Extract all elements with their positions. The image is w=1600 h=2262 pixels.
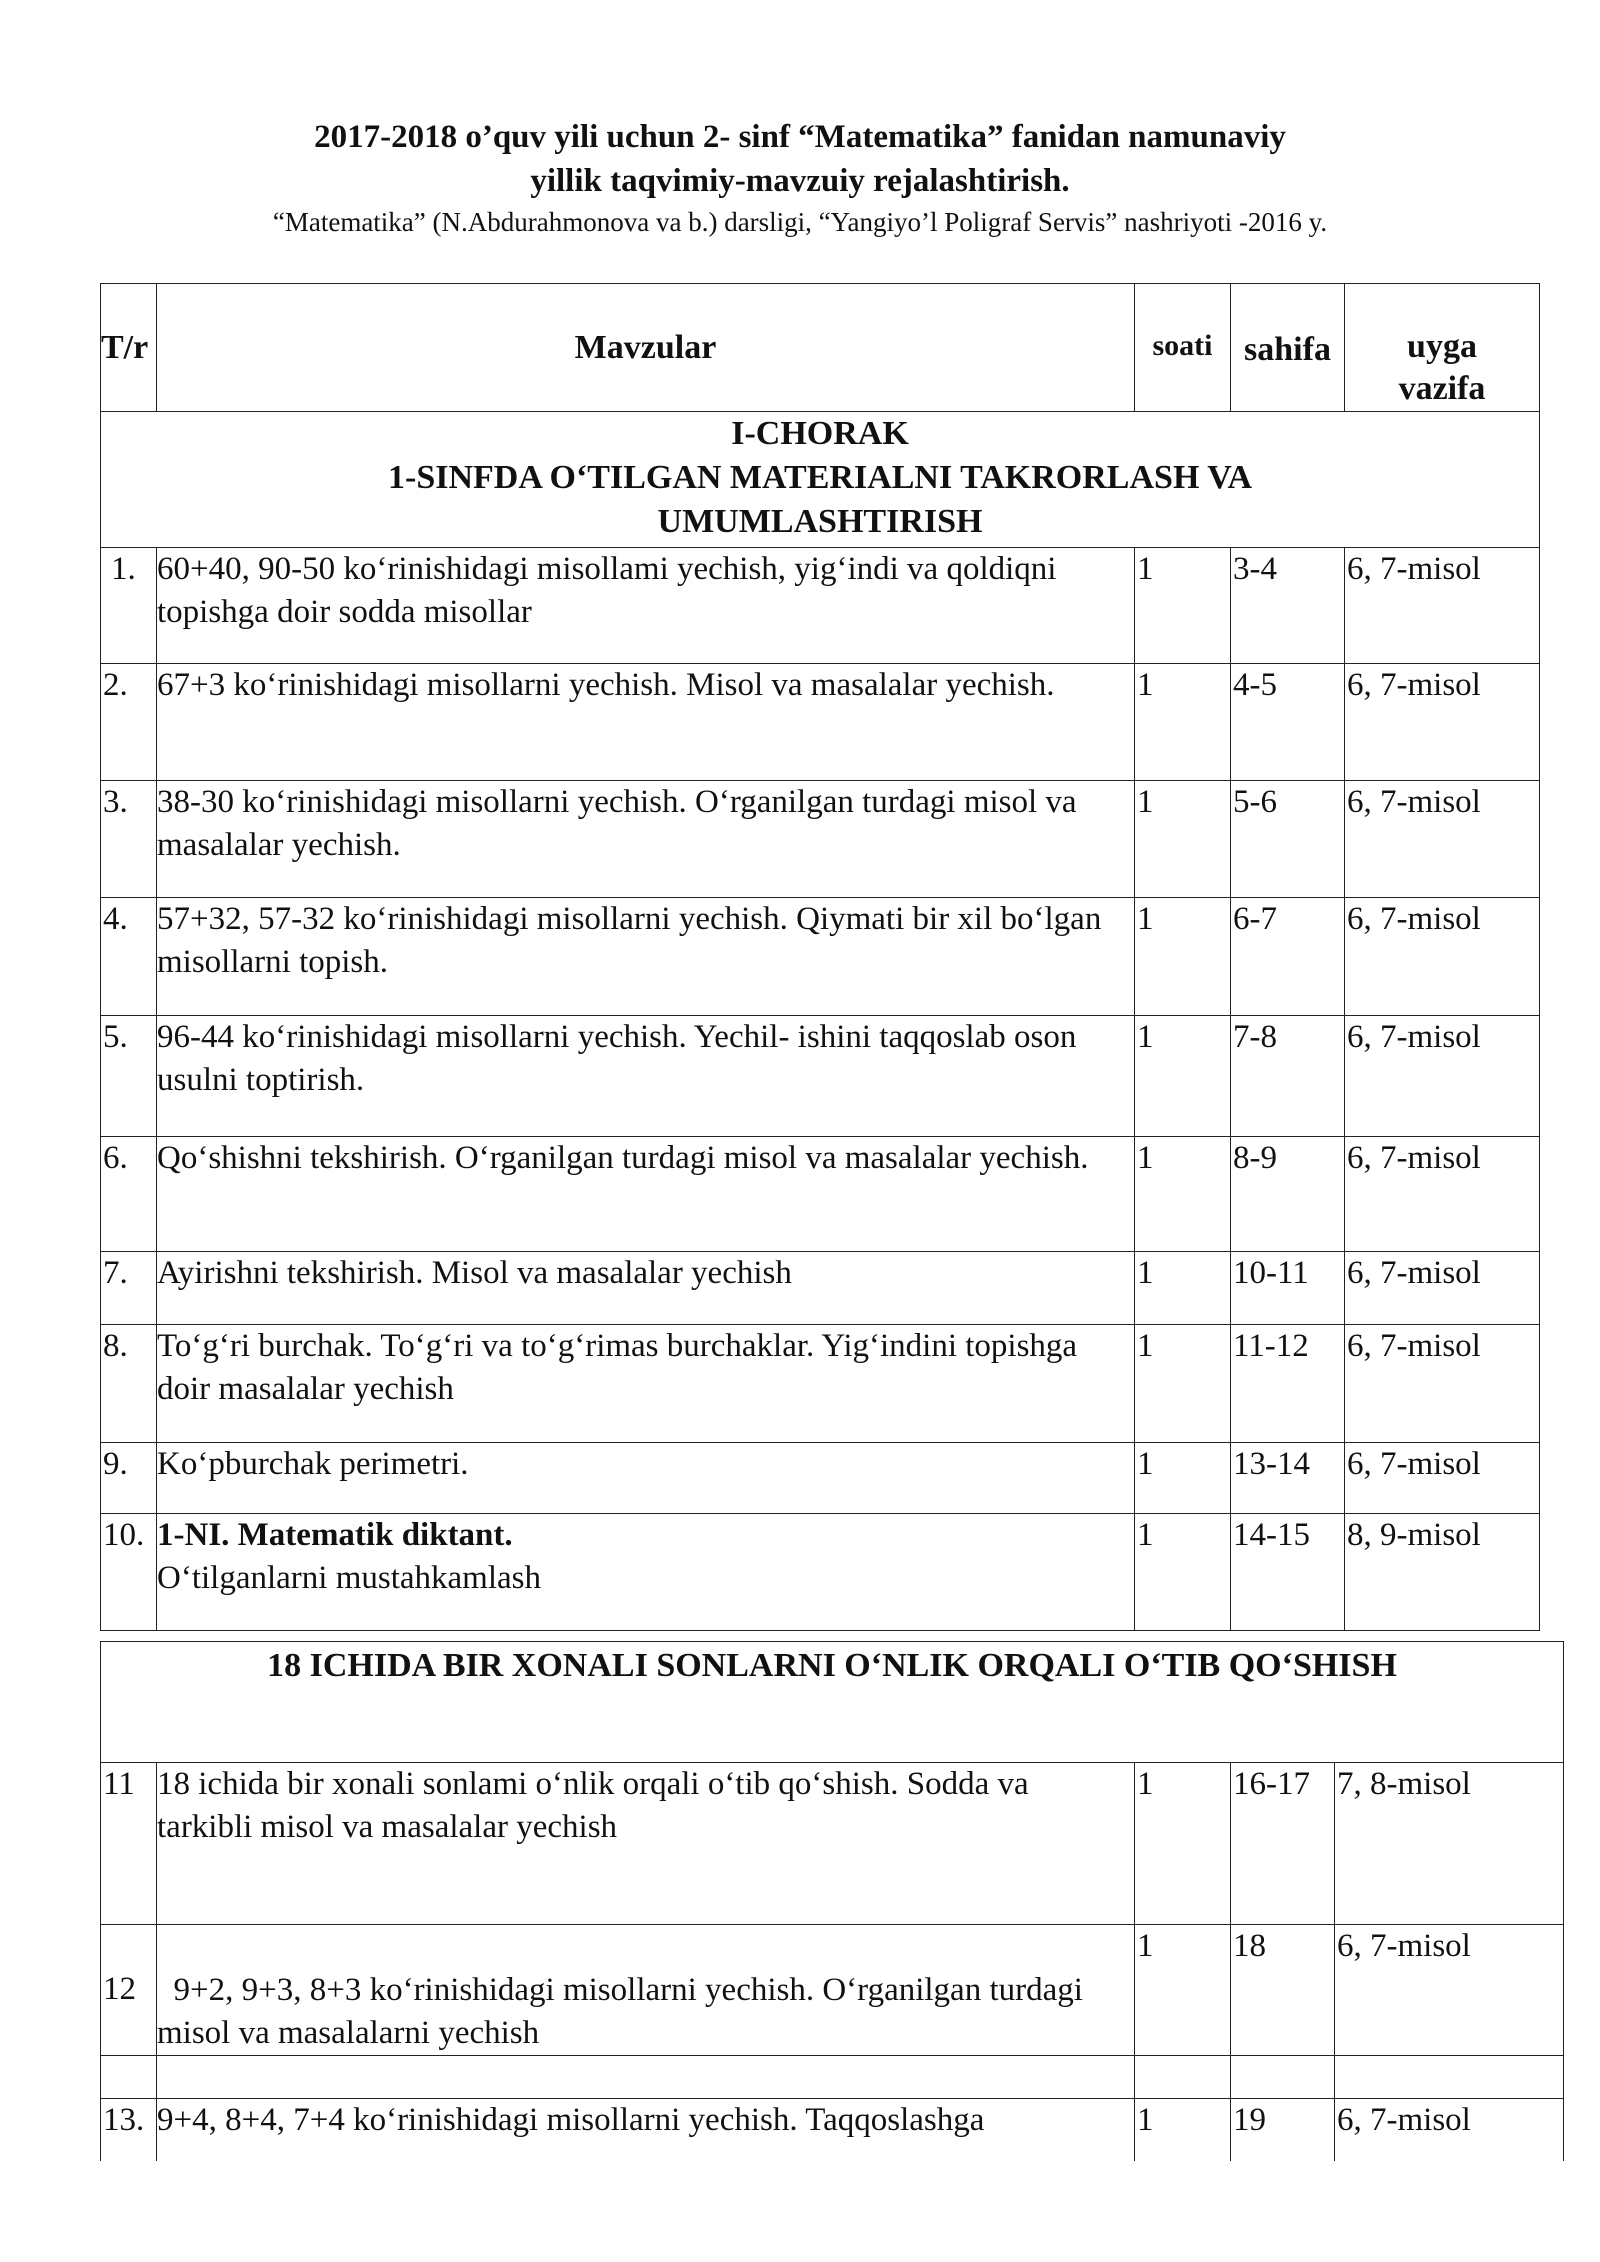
row-topic: 38-30 ko‘rinishidagi misollarni yechish. O‘rganilgan turdagi misol va masalalar yechish. xyxy=(157,781,1135,898)
section-heading-1 xyxy=(101,412,1540,548)
row-page: 4-5 xyxy=(1231,664,1345,781)
table-row xyxy=(101,1137,1540,1252)
row-page: 10-11 xyxy=(1231,1252,1345,1325)
spacer-cell xyxy=(1335,2056,1564,2099)
section-row-2 xyxy=(101,1642,1564,1763)
row-topic: Ko‘pburchak perimetri. xyxy=(157,1443,1135,1514)
row-page: 6-7 xyxy=(1231,898,1345,1016)
col-header-homework xyxy=(1345,284,1540,412)
row-topic: Ayirishni tekshirish. Misol va masalalar yechish xyxy=(157,1252,1135,1325)
row-number: 5. xyxy=(101,1016,157,1137)
row-homework: 8, 9-misol xyxy=(1345,1514,1540,1631)
table-row xyxy=(101,548,1540,664)
spacer-cell xyxy=(1135,2056,1231,2099)
table-row xyxy=(101,1016,1540,1137)
row-homework: 6, 7-misol xyxy=(1345,1443,1540,1514)
row-homework: 6, 7-misol xyxy=(1345,1252,1540,1325)
table-row xyxy=(101,898,1540,1016)
row-hours: 1 xyxy=(1135,1514,1231,1631)
row-number: 2. xyxy=(101,664,157,781)
document-source: “Matematika” (N.Abdurahmonova va b.) darsligi, “Yangiyo’l Poligraf Servis” nashriyoti -2016 y. xyxy=(272,207,1328,237)
table-row xyxy=(101,1514,1540,1631)
row-number: 11 xyxy=(101,1763,157,1925)
row-number: 1. xyxy=(101,548,157,664)
spacer-cell xyxy=(101,2056,157,2099)
row-page: 7-8 xyxy=(1231,1016,1345,1137)
col-header-homework-line1: uyga xyxy=(1407,328,1477,365)
table-row xyxy=(101,1443,1540,1514)
col-header-hours: soati xyxy=(1135,284,1231,412)
table-row xyxy=(101,1325,1540,1443)
row-hours: 1 xyxy=(1135,1443,1231,1514)
row-page: 8-9 xyxy=(1231,1137,1345,1252)
row-homework: 6, 7-misol xyxy=(1335,1925,1564,2056)
row-topic: 96-44 ko‘rinishidagi misollarni yechish. Yechil- ishini taqqoslab oson usulni toptirish. xyxy=(157,1016,1135,1137)
row-topic: 9+2, 9+3, 8+3 ko‘rinishidagi misollarni yechish. O‘rganilgan turdagi misol va masalalarni yechish xyxy=(157,1925,1135,2056)
table-row xyxy=(101,2099,1564,2161)
row-page: 11-12 xyxy=(1231,1325,1345,1443)
row-homework: 6, 7-misol xyxy=(1345,548,1540,664)
row-number: 9. xyxy=(101,1443,157,1514)
row-homework: 6, 7-misol xyxy=(1335,2099,1564,2161)
row-hours: 1 xyxy=(1135,1016,1231,1137)
row-number: 8. xyxy=(101,1325,157,1443)
row-homework: 6, 7-misol xyxy=(1345,898,1540,1016)
row-hours: 1 xyxy=(1135,548,1231,664)
document-title-line2: yillik taqvimiy-mavzuiy rejalashtirish. xyxy=(530,163,1070,199)
row-homework: 6, 7-misol xyxy=(1345,664,1540,781)
table-row xyxy=(101,1925,1564,2056)
section-row-1 xyxy=(101,412,1540,548)
row-page: 5-6 xyxy=(1231,781,1345,898)
row-hours: 1 xyxy=(1135,1763,1231,1925)
row-page: 14-15 xyxy=(1231,1514,1345,1631)
row-page: 16-17 xyxy=(1231,1763,1335,1925)
row-page: 13-14 xyxy=(1231,1443,1345,1514)
row-hours: 1 xyxy=(1135,1925,1231,2056)
row-topic-text: O‘tilganlarni mustahkamlash xyxy=(157,1560,541,1596)
row-homework: 7, 8-misol xyxy=(1335,1763,1564,1925)
row-number: 10. xyxy=(101,1514,157,1631)
table-row xyxy=(101,781,1540,898)
col-header-page: sahifa xyxy=(1231,284,1345,412)
row-hours: 1 xyxy=(1135,781,1231,898)
section-quarter: I-CHORAK xyxy=(731,415,909,452)
table-row xyxy=(101,664,1540,781)
row-topic xyxy=(157,1514,1135,1631)
table-row xyxy=(101,1763,1564,1925)
row-homework: 6, 7-misol xyxy=(1345,1137,1540,1252)
plan-table-part1 xyxy=(100,283,1540,1631)
section-title-line2: UMUMLASHTIRISH xyxy=(657,503,983,540)
document-title-line1: 2017-2018 o’quv yili uchun 2- sinf “Matematika” fanidan namunaviy xyxy=(314,119,1286,155)
row-topic: Qo‘shishni tekshirish. O‘rganilgan turdagi misol va masalalar yechish. xyxy=(157,1137,1135,1252)
row-number: 3. xyxy=(101,781,157,898)
col-header-tr: T/r xyxy=(101,284,157,412)
row-topic: 60+40, 90-50 ko‘rinishidagi misollami yechish, yig‘indi va qoldiqni topishga doir sodda misollar xyxy=(157,548,1135,664)
row-number: 7. xyxy=(101,1252,157,1325)
row-topic-bold: 1-NI. Matematik diktant. xyxy=(157,1517,513,1553)
row-hours: 1 xyxy=(1135,1137,1231,1252)
spacer-cell xyxy=(157,2056,1135,2099)
row-topic: 18 ichida bir xonali sonlami o‘nlik orqali o‘tib qo‘shish. Sodda va tarkibli misol va masalalar yechish xyxy=(157,1763,1135,1925)
section-heading-2: 18 ICHIDA BIR XONALI SONLARNI O‘NLIK ORQALI O‘TIB QO‘SHISH xyxy=(101,1642,1564,1763)
row-number: 6. xyxy=(101,1137,157,1252)
row-page: 19 xyxy=(1231,2099,1335,2161)
table-spacer-row xyxy=(101,2056,1564,2099)
row-number: 12 xyxy=(101,1925,157,2056)
col-header-homework-line2: vazifa xyxy=(1398,370,1486,407)
col-header-topic: Mavzular xyxy=(157,284,1135,412)
row-hours: 1 xyxy=(1135,898,1231,1016)
row-number: 4. xyxy=(101,898,157,1016)
row-page: 18 xyxy=(1231,1925,1335,2056)
row-hours: 1 xyxy=(1135,2099,1231,2161)
table-header-row xyxy=(101,284,1540,412)
row-number: 13. xyxy=(101,2099,157,2161)
row-topic: To‘g‘ri burchak. To‘g‘ri va to‘g‘rimas burchaklar. Yig‘indini topishga doir masalalar yechish xyxy=(157,1325,1135,1443)
row-hours: 1 xyxy=(1135,1252,1231,1325)
spacer-cell xyxy=(1231,2056,1335,2099)
table-row xyxy=(101,1252,1540,1325)
row-homework: 6, 7-misol xyxy=(1345,781,1540,898)
row-homework: 6, 7-misol xyxy=(1345,1016,1540,1137)
row-page: 3-4 xyxy=(1231,548,1345,664)
document-header xyxy=(0,115,1600,241)
row-homework: 6, 7-misol xyxy=(1345,1325,1540,1443)
row-hours: 1 xyxy=(1135,1325,1231,1443)
row-hours: 1 xyxy=(1135,664,1231,781)
plan-table-part2 xyxy=(100,1641,1564,2161)
row-topic: 67+3 ko‘rinishidagi misollarni yechish. Misol va masalalar yechish. xyxy=(157,664,1135,781)
section-title-line1: 1-SINFDA O‘TILGAN MATERIALNI TAKRORLASH VA xyxy=(388,459,1252,496)
row-topic: 9+4, 8+4, 7+4 ko‘rinishidagi misollarni yechish. Taqqoslashga xyxy=(157,2099,1135,2161)
row-topic: 57+32, 57-32 ko‘rinishidagi misollarni yechish. Qiymati bir xil bo‘lgan misollarni topish. xyxy=(157,898,1135,1016)
